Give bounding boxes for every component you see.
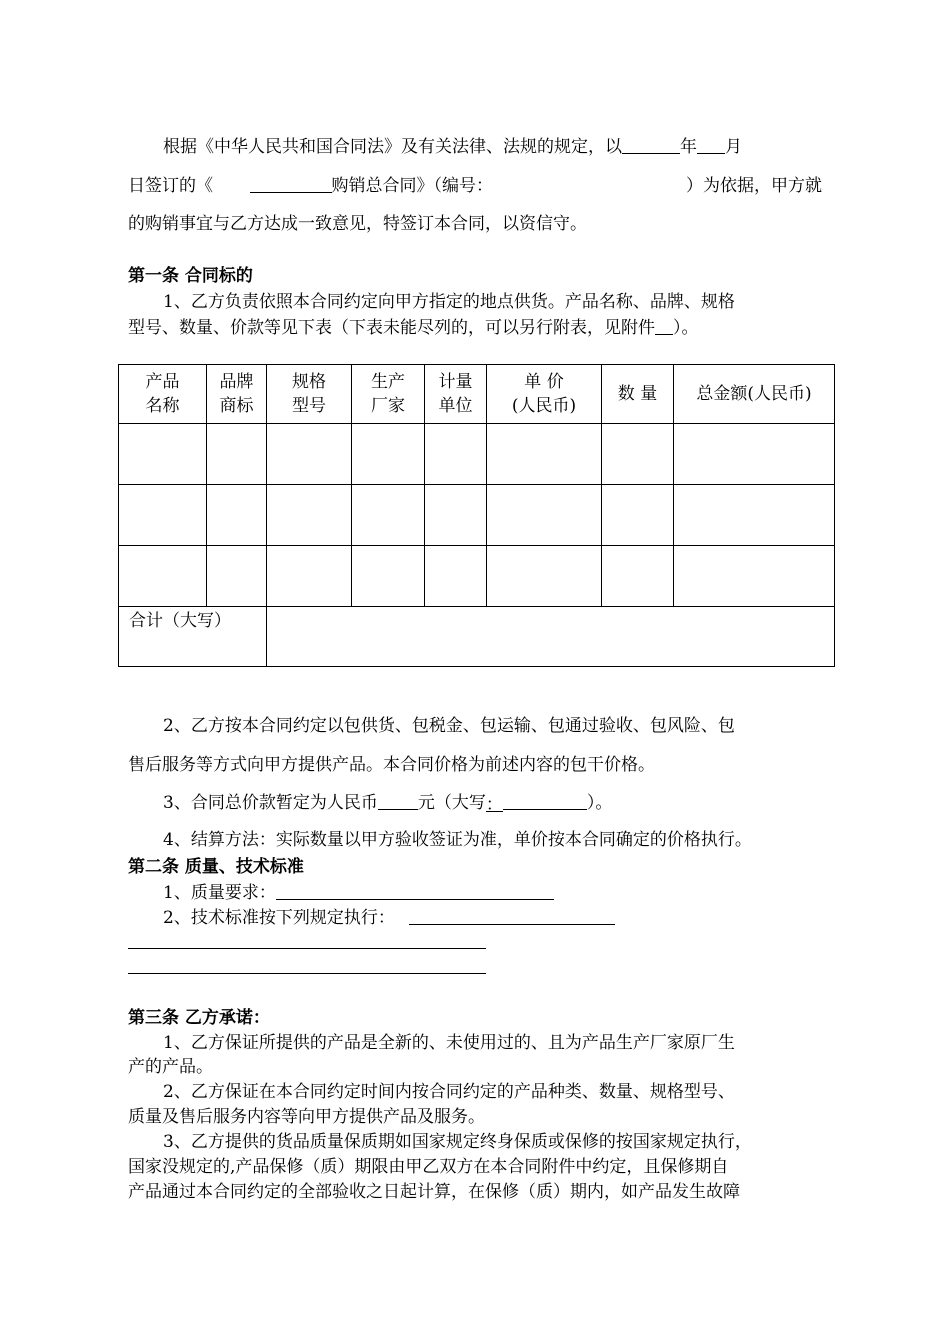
table-cell[interactable] [425, 424, 487, 485]
table-cell[interactable] [674, 485, 835, 546]
article-3-c3-line-3: 产品通过本合同约定的全部验收之日起计算，在保修（质）期内，如产品发生故障 [128, 1182, 740, 1202]
intro-line-1: 根据《中华人民共和国合同法》及有关法律、法规的规定，以 年 月 [163, 137, 742, 157]
table-cell[interactable] [602, 485, 674, 546]
intro-line-2: 日签订的《 购销总合同》（编号： ）为依据，甲方就 [128, 176, 822, 196]
table-cell[interactable] [602, 424, 674, 485]
table-cell[interactable] [674, 424, 835, 485]
table-cell[interactable] [207, 485, 267, 546]
header-total-amount: 总金额(人民币) [674, 365, 835, 424]
goods-table [118, 364, 835, 667]
table-cell[interactable] [425, 485, 487, 546]
table-header-row [119, 365, 835, 424]
month-blank[interactable] [697, 137, 725, 154]
header-quantity: 数 量 [602, 365, 674, 424]
table-cell[interactable] [352, 546, 425, 607]
total-label: 合计（大写） [119, 607, 267, 667]
header-brand: 品牌 商标 [207, 365, 267, 424]
total-price-words-colon: ： [485, 795, 503, 815]
total-price-words-blank[interactable] [503, 793, 587, 810]
article-1-p1-line-2: 型号、数量、价款等见下表（下表未能尽列的，可以另行附表，见附件 ）。 [128, 318, 699, 338]
article-3-c3-line-2: 国家没规定的,产品保修（质）期限由甲乙双方在本合同附件中约定，且保修期自 [128, 1157, 729, 1177]
technical-standard: 2、技术标准按下列规定执行： [163, 908, 827, 928]
article-1-p1-line-1: 1、乙方负责依照本合同约定向甲方指定的地点供货。产品名称、品牌、规格 [163, 292, 735, 312]
article-3-c2-line-2: 质量及售后服务内容等向甲方提供产品及服务。 [128, 1107, 485, 1127]
year-blank[interactable] [622, 137, 680, 154]
table-row [119, 546, 835, 607]
article-3-title: 第三条 乙方承诺： [128, 1008, 270, 1028]
contract-name-blank[interactable] [250, 176, 332, 193]
technical-standard-line-1[interactable] [128, 948, 486, 949]
table-cell[interactable] [425, 546, 487, 607]
quality-requirement: 1、质量要求： [163, 883, 827, 903]
article-3-c3-line-1: 3、乙方提供的货品质量保质期如国家规定终身保质或保修的按国家规定执行， [163, 1132, 752, 1152]
article-1-p3: 3、合同总价款暂定为人民币 元（大写： ）。 [163, 793, 613, 815]
article-2-title: 第二条 质量、技术标准 [128, 857, 304, 877]
table-total-row [119, 607, 835, 667]
header-unit: 计量 单位 [425, 365, 487, 424]
article-3-c1-line-2: 产的产品。 [128, 1057, 213, 1077]
table-cell[interactable] [119, 485, 207, 546]
table-cell[interactable] [207, 424, 267, 485]
header-unit-price: 单 价 (人民币) [487, 365, 602, 424]
table-cell[interactable] [487, 546, 602, 607]
table-cell[interactable] [352, 424, 425, 485]
table-row [119, 485, 835, 546]
technical-standard-blank[interactable] [409, 908, 615, 925]
table-cell[interactable] [267, 546, 352, 607]
article-1-p2-line-1: 2、乙方按本合同约定以包供货、包税金、包运输、包通过验收、包风险、包 [163, 716, 735, 736]
table-cell[interactable] [119, 424, 207, 485]
table-row [119, 424, 835, 485]
article-3-c1-line-1: 1、乙方保证所提供的产品是全新的、未使用过的、且为产品生产厂家原厂生 [163, 1033, 735, 1053]
header-manufacturer: 生产 厂家 [352, 365, 425, 424]
article-3-c2-line-1: 2、乙方保证在本合同约定时间内按合同约定的产品种类、数量、规格型号、 [163, 1082, 735, 1102]
table-cell[interactable] [207, 546, 267, 607]
table-cell[interactable] [352, 485, 425, 546]
table-cell[interactable] [267, 424, 352, 485]
table-cell[interactable] [602, 546, 674, 607]
attachment-blank[interactable] [655, 318, 673, 335]
table-cell[interactable] [487, 424, 602, 485]
article-1-p2-line-2: 售后服务等方式向甲方提供产品。本合同价格为前述内容的包干价格。 [128, 755, 655, 775]
table-cell[interactable] [267, 485, 352, 546]
table-cell[interactable] [487, 485, 602, 546]
article-1-p4: 4、结算方法：实际数量以甲方验收签证为准，单价按本合同确定的价格执行。 [163, 830, 752, 850]
contract-number-space[interactable] [530, 176, 650, 196]
table-cell[interactable] [119, 546, 207, 607]
intro-line-3: 的购销事宜与乙方达成一致意见，特签订本合同，以资信守。 [128, 214, 587, 234]
header-model: 规格 型号 [267, 365, 352, 424]
total-price-blank[interactable] [378, 793, 418, 810]
article-1-title: 第一条 合同标的 [128, 266, 253, 286]
total-value-cell[interactable] [267, 607, 835, 667]
table-cell[interactable] [674, 546, 835, 607]
technical-standard-line-2[interactable] [128, 973, 486, 974]
quality-requirement-blank[interactable] [276, 883, 554, 900]
header-product-name: 产品 名称 [119, 365, 207, 424]
